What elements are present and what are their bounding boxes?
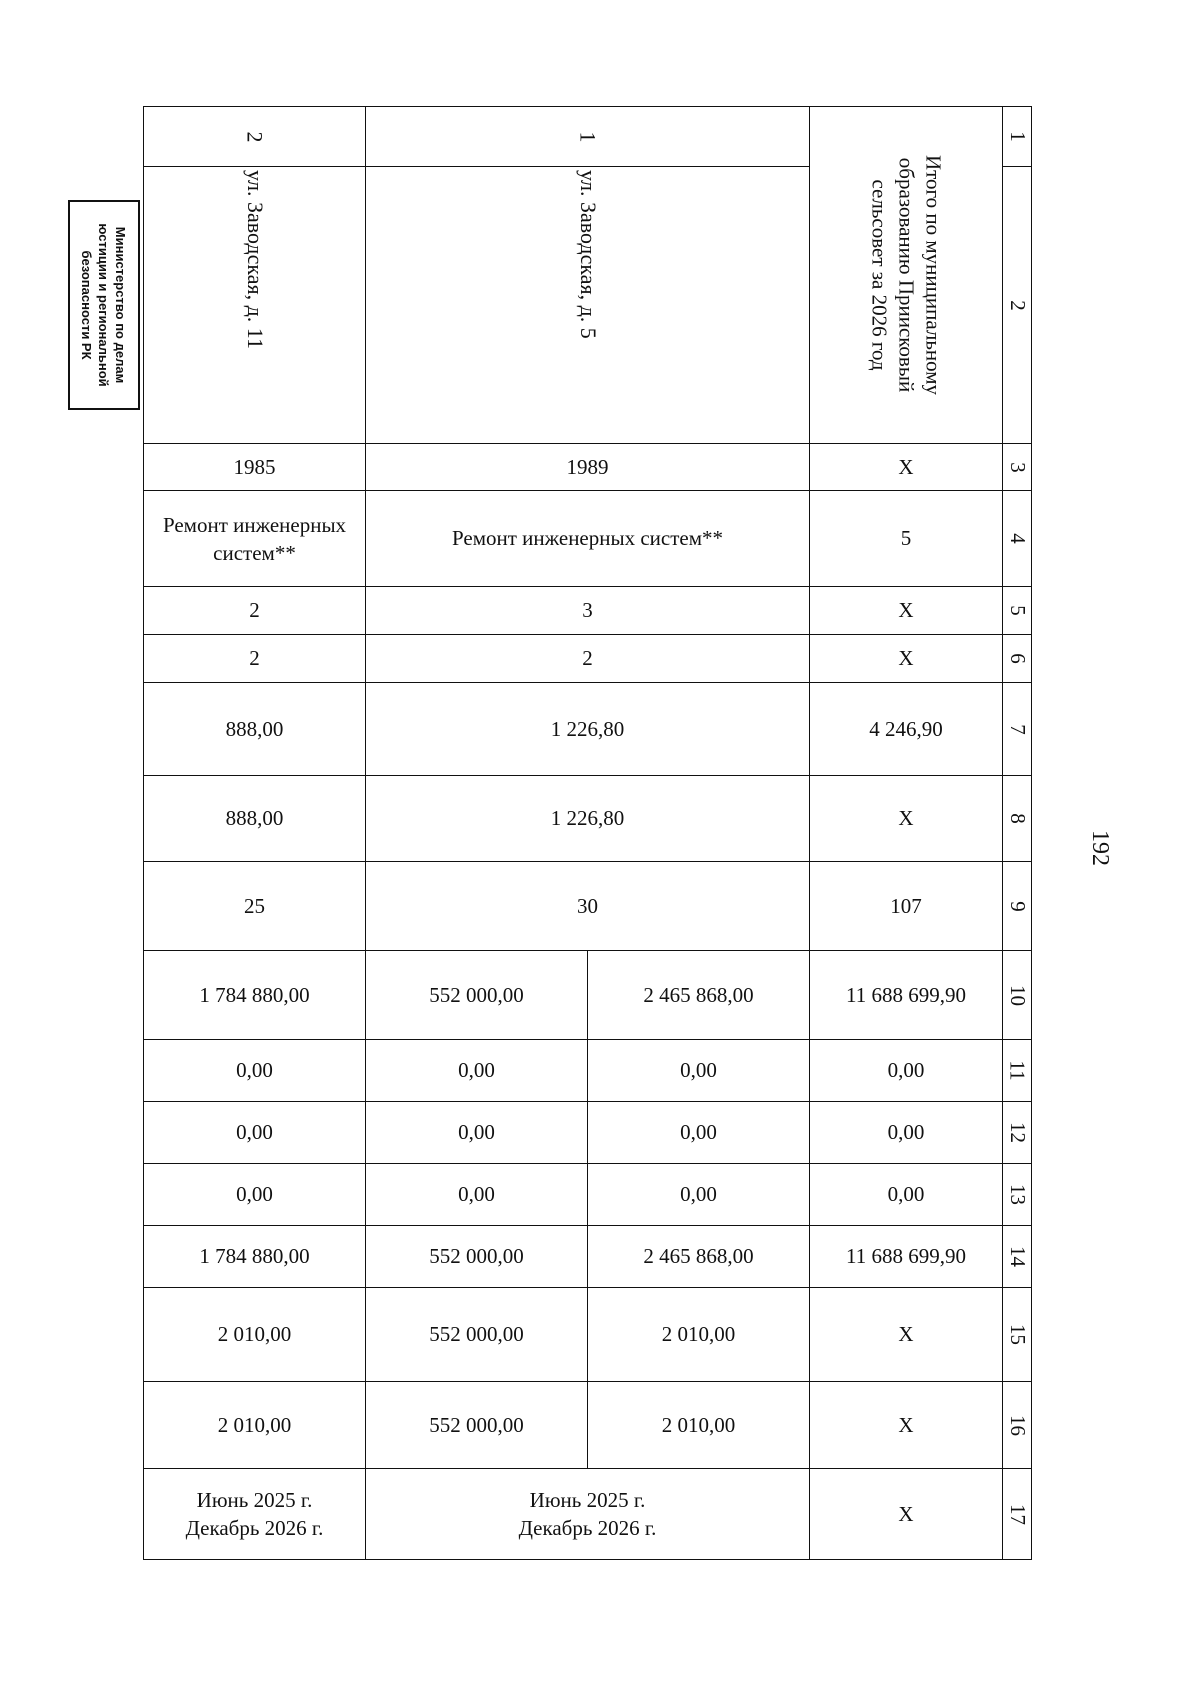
item-2-value: 888,00 [144, 776, 366, 862]
item-2-address: ул. Заводская, д. 11 [242, 170, 268, 349]
item-2-value: Ремонт инженерных систем** [144, 491, 366, 587]
table-row [144, 1102, 1032, 1164]
column-number-3: 3 [1003, 444, 1032, 491]
item-1-value-a: 2 010,00 [588, 1382, 810, 1469]
column-number-16: 16 [1003, 1382, 1032, 1469]
table-row [144, 1226, 1032, 1288]
item-1-value-a: 0,00 [588, 1040, 810, 1102]
table-row [144, 491, 1032, 587]
total-value: X [810, 776, 1003, 862]
item-1-address-cell [366, 167, 810, 444]
total-value: 4 246,90 [810, 683, 1003, 776]
column-number-6: 6 [1003, 635, 1032, 683]
total-value: 107 [810, 862, 1003, 951]
item-2-value: 1985 [144, 444, 366, 491]
registration-stamp [68, 200, 140, 410]
total-header-label: Итого по муниципальному образованию Приисковый сельсовет за 2026 год [867, 154, 946, 396]
column-number-5: 5 [1003, 587, 1032, 635]
item-2-value: 0,00 [144, 1040, 366, 1102]
item-2-start-date: Июнь 2025 г. [196, 1488, 313, 1512]
item-1-value-b: 552 000,00 [366, 1382, 588, 1469]
total-value: X [810, 635, 1003, 683]
total-value: 0,00 [810, 1164, 1003, 1226]
item-1-value [366, 1469, 810, 1560]
stamp-line: Министерство по делам [113, 226, 129, 384]
total-value: 11 688 699,90 [810, 1226, 1003, 1288]
item-1-value: 1989 [366, 444, 810, 491]
column-number-17: 17 [1003, 1469, 1032, 1560]
item-1-value: 2 [366, 635, 810, 683]
total-value: 5 [810, 491, 1003, 587]
total-value: 0,00 [810, 1102, 1003, 1164]
item-2-address-cell [144, 167, 366, 444]
column-number-12: 12 [1003, 1102, 1032, 1164]
item-1-value-b: 552 000,00 [366, 1226, 588, 1288]
item-1-value: 3 [366, 587, 810, 635]
total-value: X [810, 1469, 1003, 1560]
item-2-number-cell: 2 [144, 107, 366, 167]
item-1-value-b: 0,00 [366, 1040, 588, 1102]
table-row [144, 444, 1032, 491]
table-row [144, 683, 1032, 776]
item-1-start-date: Июнь 2025 г. [529, 1488, 646, 1512]
table-row [144, 635, 1032, 683]
total-value: 0,00 [810, 1040, 1003, 1102]
item-2-value: 2 010,00 [144, 1288, 366, 1382]
item-2-value: 1 784 880,00 [144, 951, 366, 1040]
column-number-11: 11 [1003, 1040, 1032, 1102]
item-1-value: 1 226,80 [366, 683, 810, 776]
column-number-2: 2 [1003, 167, 1032, 444]
total-value: 11 688 699,90 [810, 951, 1003, 1040]
table-row [144, 1382, 1032, 1469]
item-2-value: 25 [144, 862, 366, 951]
item-1-address: ул. Заводская, д. 5 [575, 170, 601, 339]
item-1-value: Ремонт инженерных систем** [366, 491, 810, 587]
table-row [144, 951, 1032, 1040]
total-value: X [810, 1288, 1003, 1382]
total-header-cell [810, 107, 1003, 444]
item-1-value: 1 226,80 [366, 776, 810, 862]
item-2-end-date: Декабрь 2026 г. [185, 1516, 324, 1540]
column-number-1: 1 [1003, 107, 1032, 167]
total-value: X [810, 587, 1003, 635]
table-row [144, 1288, 1032, 1382]
table-row [144, 587, 1032, 635]
item-1-value-a: 0,00 [588, 1102, 810, 1164]
item-2-value: 2 [144, 635, 366, 683]
item-2-value: 0,00 [144, 1164, 366, 1226]
item-1-value-a: 2 010,00 [588, 1288, 810, 1382]
item-1-value-a: 2 465 868,00 [588, 951, 810, 1040]
item-1-value-b: 0,00 [366, 1164, 588, 1226]
column-number-13: 13 [1003, 1164, 1032, 1226]
stamp-line: безопасности РК [79, 250, 95, 360]
item-2-value: 1 784 880,00 [144, 1226, 366, 1288]
item-1-value-a: 2 465 868,00 [588, 1226, 810, 1288]
item-2-value: 0,00 [144, 1102, 366, 1164]
item-2-value: 2 [144, 587, 366, 635]
column-number-10: 10 [1003, 951, 1032, 1040]
stamp-line: юстиции и региональной [96, 223, 112, 387]
item-2-value [144, 1469, 366, 1560]
item-1-end-date: Декабрь 2026 г. [518, 1516, 657, 1540]
item-1-value-b: 552 000,00 [366, 951, 588, 1040]
table-row [144, 1164, 1032, 1226]
total-value: X [810, 1382, 1003, 1469]
table-row [144, 1469, 1032, 1560]
item-2-value: 888,00 [144, 683, 366, 776]
table-row [144, 776, 1032, 862]
column-number-9: 9 [1003, 862, 1032, 951]
item-1-value: 30 [366, 862, 810, 951]
column-number-4: 4 [1003, 491, 1032, 587]
total-value: X [810, 444, 1003, 491]
column-number-7: 7 [1003, 683, 1032, 776]
column-number-14: 14 [1003, 1226, 1032, 1288]
column-number-15: 15 [1003, 1288, 1032, 1382]
housing-repair-table [143, 106, 1032, 1560]
item-2-value: 2 010,00 [144, 1382, 366, 1469]
item-1-value-a: 0,00 [588, 1164, 810, 1226]
item-1-number-cell: 1 [366, 107, 810, 167]
item-1-value-b: 552 000,00 [366, 1288, 588, 1382]
item-1-value-b: 0,00 [366, 1102, 588, 1164]
page-number: 192 [1087, 830, 1113, 866]
table-row [144, 862, 1032, 951]
column-number-8: 8 [1003, 776, 1032, 862]
table-row [144, 1040, 1032, 1102]
